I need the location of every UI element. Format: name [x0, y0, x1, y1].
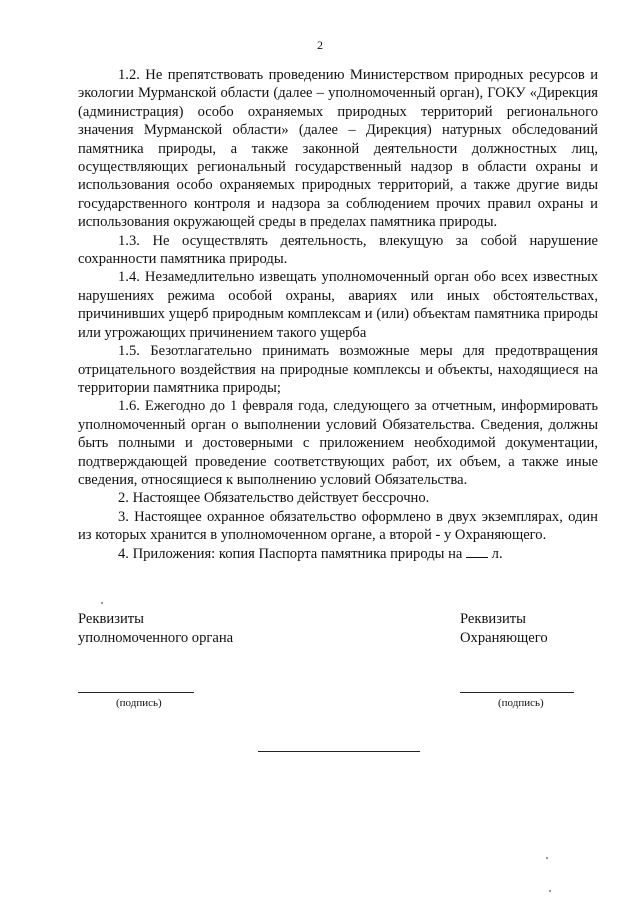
guardian-name-label: Охраняющего — [460, 630, 548, 646]
signature-block-authority — [78, 610, 233, 648]
attachments-page-count-blank — [466, 545, 488, 558]
attachments-text: 4. Приложения: копия Паспорта памятника природы на — [118, 545, 463, 562]
signature-block-guardian — [460, 610, 548, 648]
paragraph-1-2: 1.2. Не препятствовать проведению Министерством природных ресурсов и экологии Мурманской области (далее – уполномоченный орган), ГОКУ «Дирекция (администрация) особо охраняемых природных территорий регионального значения Мурманской области» (далее – Дирекция) натурных обследований памятника природы, а также законной деятельности должностных лиц, осуществляющих региональный государственный надзор в области охраны и использования особо охраняемых природных территорий, а также другие виды государственного контроля и надзора за соблюдением прочих правил охраны и использования окружающей среды в пределах памятника природы. — [78, 67, 598, 231]
document-body — [78, 66, 598, 563]
scan-speck — [549, 890, 551, 892]
paragraph-1-3: 1.3. Не осуществлять деятельность, влекущую за собой нарушение сохранности памятника природы. — [78, 232, 598, 268]
scan-speck — [546, 857, 548, 859]
authority-requisites-label: Реквизиты — [78, 611, 144, 627]
attachments-suffix: л. — [491, 545, 503, 562]
closing-separator-line — [258, 751, 420, 752]
paragraph-4-attachments — [78, 545, 598, 563]
authority-name-label: уполномоченного органа — [78, 630, 234, 646]
guardian-requisites-label: Реквизиты — [460, 611, 526, 627]
authority-signature-caption: (подпись) — [116, 697, 162, 709]
authority-signature-line — [78, 692, 194, 693]
paragraph-1-6: 1.6. Ежегодно до 1 февраля года, следующего за отчетным, информировать уполномоченный орган о выполнении условий Обязательства. Сведения, должны быть полными и достоверными с приложением необходимой документации, подтверждающей проведение соответствующих работ, их объем, а также иные сведения, относящиеся к выполнению условий Обязательства. — [78, 398, 598, 488]
paragraph-3: 3. Настоящее охранное обязательство оформлено в двух экземплярах, один из которых хранится в уполномоченном органе, а второй - у Охраняющего. — [78, 508, 598, 544]
paragraph-1-5: 1.5. Безотлагательно принимать возможные меры для предотвращения отрицательного воздействия на природные комплексы и объекты, находящиеся на территории памятника природы; — [78, 343, 598, 396]
scan-speck — [101, 602, 103, 604]
paragraph-2: 2. Настоящее Обязательство действует бессрочно. — [118, 490, 430, 507]
paragraph-1-4: 1.4. Незамедлительно извещать уполномоченный орган обо всех известных нарушениях режима особой охраны, авариях или иных обстоятельствах, причинивших ущерб природным комплексам и (или) объектам памятника природы или угрожающих причинением такого ущерба — [78, 269, 598, 341]
page-number: 2 — [317, 38, 323, 52]
guardian-signature-line — [460, 692, 574, 693]
guardian-signature-caption: (подпись) — [498, 697, 544, 709]
